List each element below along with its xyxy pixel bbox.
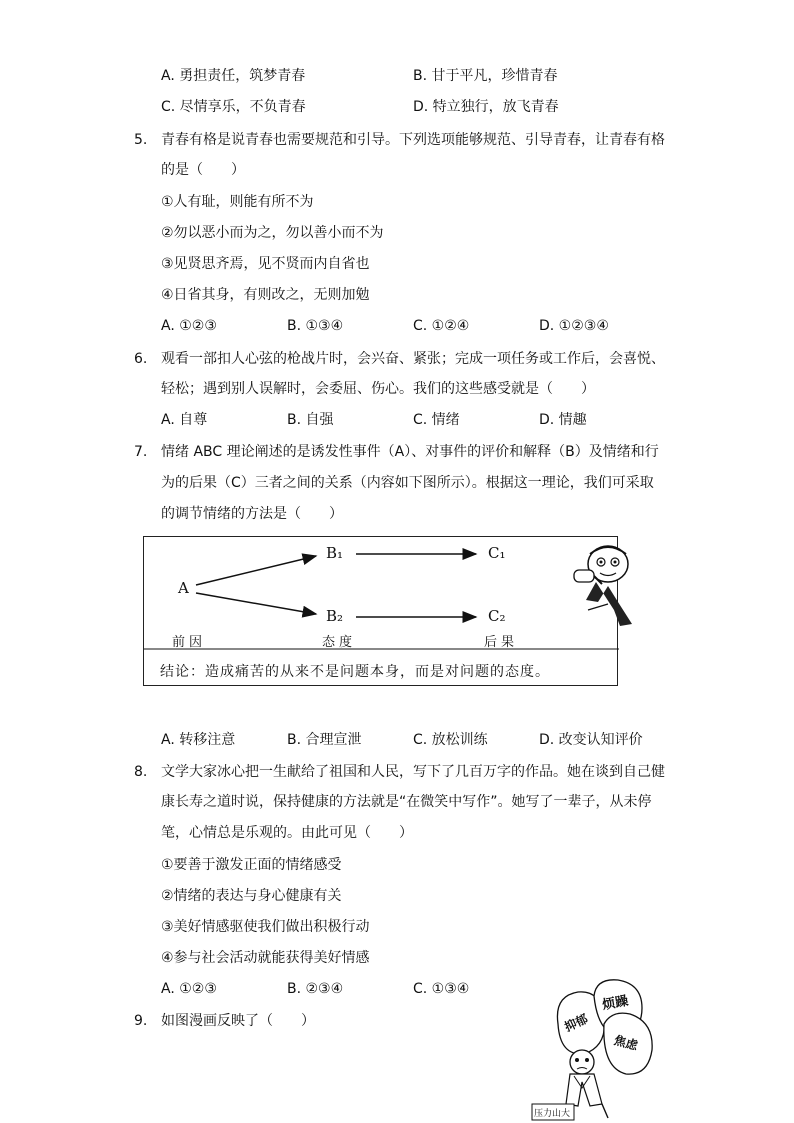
q4-option-b: B. 甘于平凡，珍惜青春 [413,68,558,84]
cartoon-caption: 压力山大 [534,1109,571,1119]
q5-option-a: A. ①②③ [161,318,217,334]
arrow-a-b2 [196,593,316,614]
q8-option-a: A. ①②③ [161,981,217,997]
q4-option-c: C. 尽情享乐，不负青春 [161,99,306,115]
q8-stem-line1: 文学大家冰心把一生献给了祖国和人民，写下了几百万字的作品。她在谈到自己健 [161,764,665,780]
q9-number: 9. [134,1013,148,1029]
q5-item-1: ①人有耻，则能有所不为 [161,194,314,210]
q5-item-3: ③见贤思齐焉，见不贤而内自省也 [161,256,370,272]
label-b2: B₂ [326,607,344,625]
q8-option-c: C. ①③④ [413,981,470,997]
q7-option-b: B. 合理宣泄 [287,732,362,748]
q8-item-1: ①要善于激发正面的情绪感受 [161,857,342,873]
label-b1: B₁ [326,544,344,562]
q6-stem-line2: 轻松；遇到别人误解时，会委屈、伤心。我们的这些感受就是（ ） [161,381,595,397]
bag-label-2: 烦躁 [601,993,630,1014]
q6-option-a: A. 自尊 [161,412,208,428]
q5-option-c: C. ①②④ [413,318,470,334]
q6-option-b: B. 自强 [287,412,334,428]
abc-theory-figure [143,536,618,686]
label-cause: 前因 [172,635,207,650]
q5-stem-line2: 的是（ ） [161,162,245,178]
q5-item-4: ④日省其身，有则改之，无则加勉 [161,287,370,303]
label-result: 后果 [484,635,519,650]
q5-option-b: B. ①③④ [287,318,344,334]
q7-stem-line1: 情绪 ABC 理论阐述的是诱发性事件（A）、对事件的评价和解释（B）及情绪和行 [161,444,659,460]
q7-option-a: A. 转移注意 [161,732,236,748]
q8-option-b: B. ②③④ [287,981,344,997]
q7-stem-line3: 的调节情绪的方法是（ ） [161,506,343,522]
q5-item-2: ②勿以恶小而为之，勿以善小而不为 [161,225,384,241]
q5-option-d: D. ①②③④ [539,318,609,334]
label-c2: C₂ [488,607,506,625]
q6-stem-line1: 观看一部扣人心弦的枪战片时，会兴奋、紧张；完成一项任务或工作后，会喜悦、 [161,351,665,367]
q8-item-3: ③美好情感驱使我们做出积极行动 [161,919,370,935]
q7-option-c: C. 放松训练 [413,732,488,748]
bag-label-3: 焦虑 [612,1033,640,1053]
label-attitude: 态度 [322,635,357,650]
q6-option-c: C. 情绪 [413,412,460,428]
q8-number: 8. [134,764,148,780]
q7-number: 7. [134,444,148,460]
label-c1: C₁ [488,544,506,562]
cartoon-drawing [530,976,662,1122]
q4-option-a: A. 勇担责任，筑梦青春 [161,68,306,84]
q7-stem-line2: 为的后果（C）三者之间的关系（内容如下图所示）。根据这一理论，我们可采取 [161,475,654,491]
q9-stem-line1: 如图漫画反映了（ ） [161,1013,315,1029]
q8-item-4: ④参与社会活动就能获得美好情感 [161,950,370,966]
q8-stem-line3: 笔，心情总是乐观的。由此可见（ ） [161,825,413,841]
pointing-man-illustration [568,540,648,630]
label-a: A [178,579,189,597]
q6-option-d: D. 情趣 [539,412,587,428]
bag-label-1: 抑郁 [562,1011,591,1035]
q8-stem-line2: 康长寿之道时说，保持健康的方法就是“在微笑中写作”。她写了一辈子，从未停 [161,794,652,810]
q5-stem-line1: 青春有格是说青春也需要规范和引导。下列选项能够规范、引导青春，让青春有格 [161,132,665,148]
q6-number: 6. [134,351,148,367]
q5-number: 5. [134,132,148,148]
arrow-a-b1 [196,556,316,585]
q4-option-d: D. 特立独行，放飞青春 [413,99,559,115]
q8-item-2: ②情绪的表达与身心健康有关 [161,888,342,904]
figure-conclusion: 结论：造成痛苦的从来不是问题本身，而是对问题的态度。 [160,664,550,680]
stress-cartoon [530,976,662,1122]
q7-option-d: D. 改变认知评价 [539,732,643,748]
